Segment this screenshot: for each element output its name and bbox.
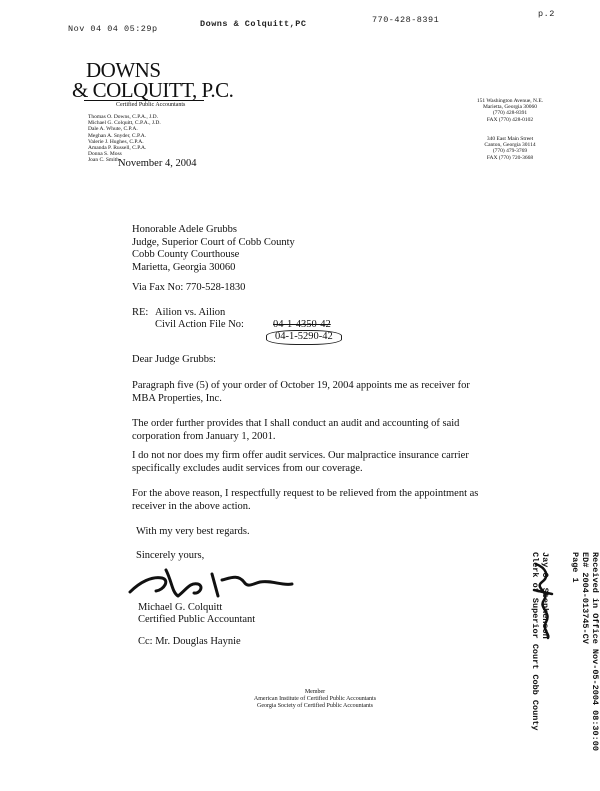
office-address-canton (455, 136, 565, 161)
file-number-corrected: 04-1-5290-42 (266, 330, 342, 345)
office-address-marietta (455, 98, 565, 123)
address-line: Canton, Georgia 30114 (484, 142, 536, 149)
letter-date: November 4, 2004 (118, 158, 197, 169)
member-org: Georgia Society of Certified Public Accountants (256, 703, 374, 709)
partner-name: Meghan A. Snyder, C.P.A. (88, 132, 147, 139)
partner-name: Dale A. Whute, C.P.A. (88, 126, 138, 133)
stamp-line: Clerk of Superior Court Cobb County (530, 552, 540, 731)
fax-phone: 770-428-8391 (372, 15, 440, 25)
regards-line: With my very best regards. (136, 526, 250, 537)
firm-logo-line2: & COLQUITT, P.C. (72, 78, 234, 102)
partner-name: Michael G. Colquitt, C.P.A., J.D. (88, 120, 161, 127)
signature (126, 560, 306, 604)
partners-list (88, 114, 161, 164)
address-line: 151 Washington Avenue, N.E. (476, 98, 544, 104)
signer-title: Certified Public Accountant (138, 614, 256, 625)
stamp-line: ED# 2004-013745-CV (580, 552, 590, 644)
address-line: (770) 428-8391 (492, 110, 528, 117)
address-line: Marietta, Georgia 30060 (482, 104, 538, 111)
logo-divider (84, 100, 204, 101)
recipient-block (132, 224, 295, 274)
fax-page: p.2 (538, 9, 555, 19)
paragraph: The order further provides that I shall conduct an audit and accounting of said corporation from January 1, 2001. (132, 418, 460, 442)
partner-name: Valerie J. Hughes, C.P.A. (88, 138, 144, 145)
paragraph: For the above reason, I respectfully request to be relieved from the appointment as receiver in the above action. (132, 488, 479, 512)
partner-name: Donna S. Moss (88, 151, 122, 158)
recipient-line: Honorable Adele Grubbs (132, 224, 237, 235)
partner-name: Amanda P. Russell, C.P.A. (88, 145, 147, 152)
recipient-line: Marietta, Georgia 30060 (132, 261, 236, 273)
via-fax: Via Fax No: 770-528-1830 (132, 282, 246, 293)
firm-logo-line1: DOWNS (86, 58, 161, 82)
partner-name: Joan C. Smith (88, 157, 120, 164)
member-org: American Institute of Certified Public Accountants (253, 696, 377, 702)
recipient-line: Cobb County Courthouse (132, 249, 240, 260)
address-line: FAX (770) 720-3668 (486, 154, 534, 161)
fax-date: Nov 04 04 05:29p (68, 24, 158, 34)
signer-name: Michael G. Colquitt (138, 602, 223, 613)
member-label: Member (304, 689, 326, 695)
membership-footer (230, 689, 400, 710)
paragraph: I do not nor does my firm offer audit services. Our malpractice insurance carrier specifically excludes audit services from our coverage. (132, 450, 469, 474)
file-number-struck: 04-1-4350-42 (273, 319, 331, 330)
re-label: RE: (132, 307, 149, 318)
recipient-line: Judge, Superior Court of Cobb County (132, 236, 295, 248)
closing: Sincerely yours, (136, 550, 205, 561)
fax-sender: Downs & Colquitt,PC (200, 19, 307, 29)
partner-name: Thomas O. Downs, C.P.A., J.D. (88, 114, 158, 120)
salutation: Dear Judge Grubbs: (132, 354, 216, 365)
paragraph: Paragraph five (5) of your order of October 19, 2004 appoints me as receiver for MBA Properties, Inc. (132, 380, 470, 404)
cc-line: Cc: Mr. Douglas Haynie (138, 636, 241, 647)
clerk-initials-signature (530, 560, 556, 640)
stamp-line: Jay C. Stephenson (540, 552, 550, 639)
stamp-line: Page 1 (570, 552, 580, 583)
civil-action-label: Civil Action File No: (155, 319, 244, 330)
address-line: (770) 479-3769 (492, 148, 528, 155)
firm-tagline: Certified Public Accountants (116, 102, 186, 108)
re-case: Ailion vs. Ailion (155, 307, 226, 318)
address-line: 340 East Main Street (486, 136, 534, 142)
stamp-line: Received in Office Nov-05-2004 08:30:00 (590, 552, 600, 751)
address-line: FAX (770) 428-0102 (486, 116, 534, 123)
